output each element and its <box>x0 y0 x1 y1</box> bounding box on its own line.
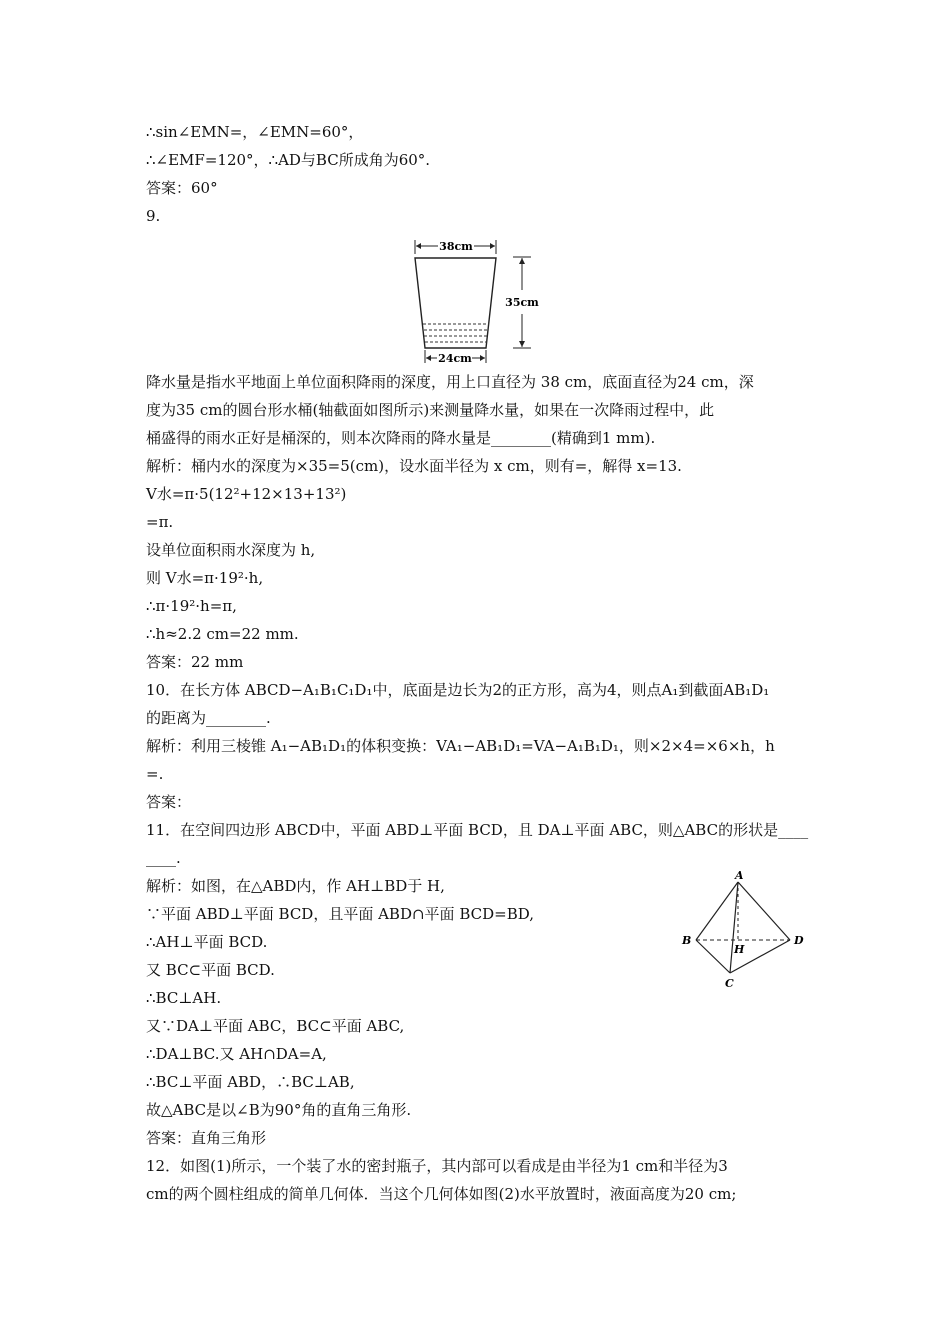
text-line: ∴AH⊥平面 BCD. <box>146 933 268 951</box>
answer-line: 答案：直角三角形 <box>146 1129 267 1147</box>
formula-line: =π. <box>146 513 174 531</box>
text-line: 桶盛得的雨水正好是桶深的，则本次降雨的降水量是________(精确到1 mm). <box>146 429 656 447</box>
text-line: 度为35 cm的圆台形水桶(轴截面如图所示)来测量降水量，如果在一次降雨过程中，此 <box>146 401 715 419</box>
text-line: ∴BC⊥AH. <box>146 989 222 1007</box>
text-line: ∴DA⊥BC.又 AH∩DA=A, <box>146 1045 327 1063</box>
text-line: 解析：如图，在△ABD内，作 AH⊥BD于 H, <box>146 877 445 895</box>
text-line: cm的两个圆柱组成的简单几何体．当这个几何体如图(2)水平放置时，液面高度为20 cm; <box>146 1185 737 1203</box>
text-line: =. <box>146 765 164 783</box>
vertex-label-b: B <box>682 934 692 947</box>
text-line: 设单位面积雨水深度为 h, <box>146 541 316 559</box>
bucket-figure <box>405 232 555 368</box>
vertex-label-a: A <box>735 870 744 882</box>
text-line: ∴sin∠EMN=，∠EMN=60°， <box>146 123 364 141</box>
answer-line: 答案： <box>146 793 192 811</box>
text-line: 11．在空间四边形 ABCD中，平面 ABD⊥平面 BCD，且 DA⊥平面 ABC，则△ABC的形状是____ <box>146 821 809 839</box>
text-line: 又∵DA⊥平面 ABC，BC⊂平面 ABC, <box>146 1017 405 1035</box>
answer-line: 答案：22 mm <box>146 653 244 671</box>
text-line: 降水量是指水平地面上单位面积降雨的深度，用上口直径为 38 cm，底面直径为24 cm，深 <box>146 373 754 391</box>
depth-label: 35cm <box>505 296 539 309</box>
text-line: 的距离为________. <box>146 709 271 727</box>
point-label-h: H <box>734 943 745 956</box>
top-diameter-label: 38cm <box>439 240 473 253</box>
problem-number: 9. <box>146 207 161 225</box>
text-line: 答案：60° <box>146 179 218 197</box>
text-line: 10．在长方体 ABCD−A₁B₁C₁D₁中，底面是边长为2的正方形，高为4，则点A₁到截面AB₁D₁ <box>146 681 770 699</box>
text-line: ∴∠EMF=120°，∴AD与BC所成角为60°. <box>146 151 431 169</box>
vertex-label-d: D <box>794 934 804 947</box>
text-line: ____. <box>146 849 181 867</box>
bottom-diameter-label: 24cm <box>438 352 472 365</box>
text-line: 12．如图(1)所示，一个装了水的密封瓶子，其内部可以看成是由半径为1 cm和半径为3 <box>146 1157 728 1175</box>
text-line: 解析：利用三棱锥 A₁−AB₁D₁的体积变换：VA₁−AB₁D₁=VA−A₁B₁D₁，则×2×4=×6×h，h <box>146 737 775 755</box>
formula-line: 则 V水=π·19²·h, <box>146 569 264 587</box>
text-line: ∵平面 ABD⊥平面 BCD，且平面 ABD∩平面 BCD=BD, <box>146 905 534 923</box>
formula-line: ∴π·19²·h=π, <box>146 597 237 615</box>
formula-line: ∴h≈2.2 cm=22 mm. <box>146 625 299 643</box>
text-line: 故△ABC是以∠B为90°角的直角三角形. <box>146 1101 412 1119</box>
text-line: ∴BC⊥平面 ABD，∴BC⊥AB, <box>146 1073 355 1091</box>
text-line: 又 BC⊂平面 BCD. <box>146 961 275 979</box>
vertex-label-c: C <box>725 977 734 990</box>
text-line: 解析：桶内水的深度为×35=5(cm)，设水面半径为 x cm，则有=，解得 x=13. <box>146 457 682 475</box>
tetrahedron-figure <box>678 870 812 994</box>
formula-line: V水=π·5(12²+12×13+13²) <box>146 485 347 503</box>
